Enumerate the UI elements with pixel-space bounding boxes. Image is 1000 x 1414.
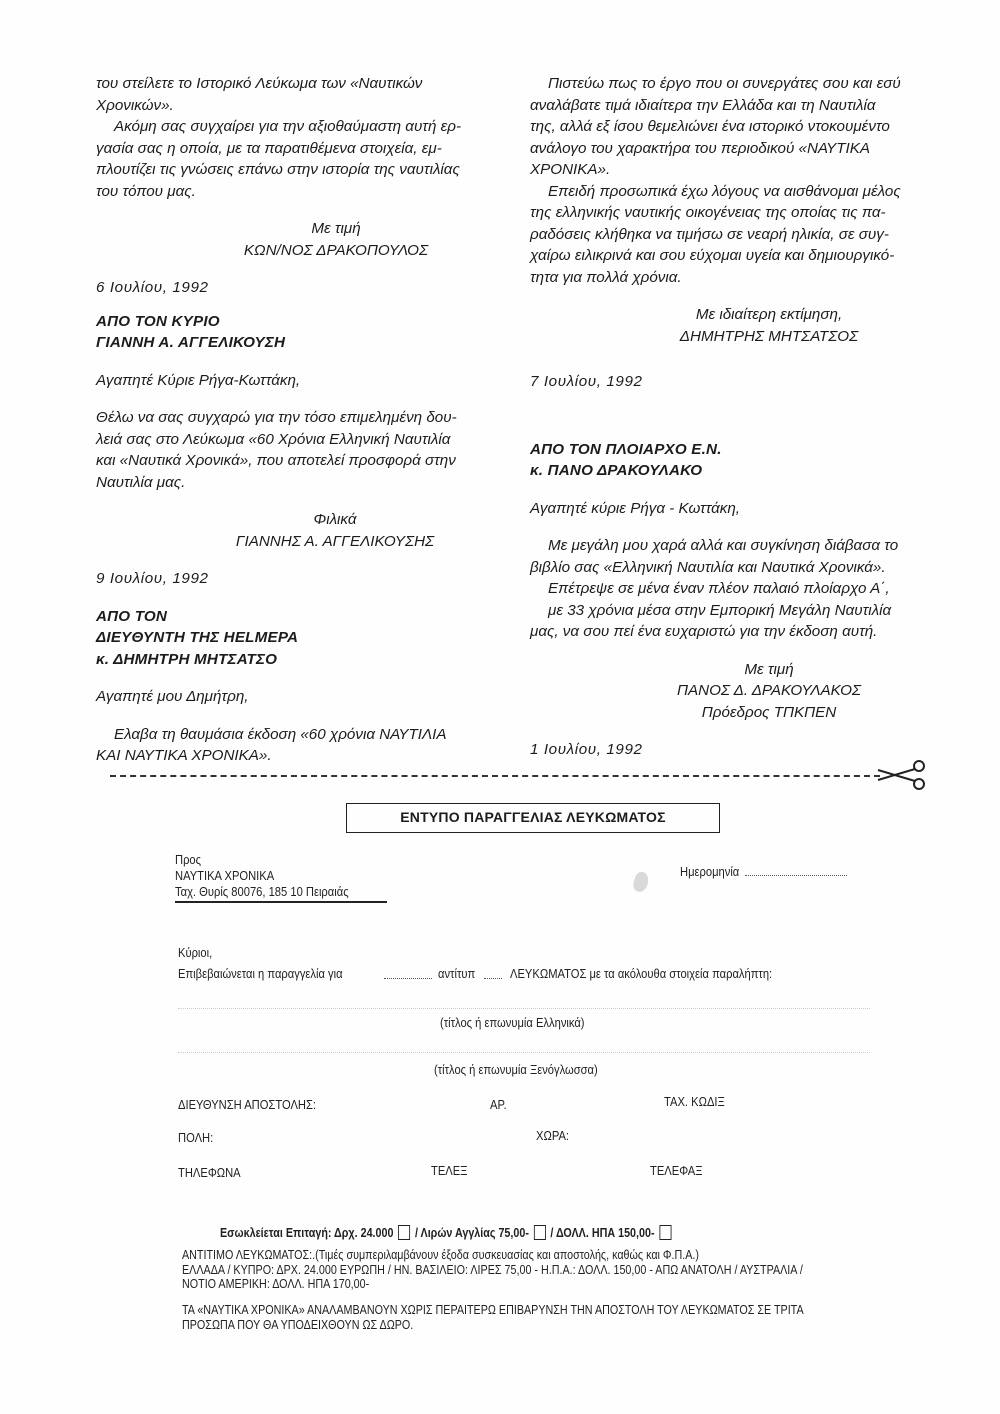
- confirm-text-2: αντίτυπ: [438, 966, 476, 981]
- price-line: ΝΟΤΙΟ ΑΜΕΡΙΚΗ: ΔΟΛΛ. ΗΠΑ 170,00-: [182, 1277, 370, 1291]
- letter-date: 1 Ιουλίου, 1992: [530, 741, 643, 758]
- date-label: Ημερομηνία: [680, 864, 740, 879]
- letter-heading: ΑΠΟ ΤΟΝ: [96, 607, 168, 625]
- letter-text: Επέτρεψε σε μένα έναν πλέον παλαιό πλοίαρχο Α΄,: [548, 580, 890, 597]
- telefax-field[interactable]: [650, 1163, 711, 1178]
- letter-text: του τόπου μας.: [96, 182, 196, 200]
- address-label: ΔΙΕΥΘΥΝΣΗ ΑΠΟΣΤΟΛΗΣ:: [178, 1097, 317, 1112]
- checkbox-drachma[interactable]: [398, 1225, 410, 1240]
- letter-heading: ΔΙΕΥΘΥΝΤΗ ΤΗΣ HELMEPA: [96, 629, 299, 646]
- ink-smudge: [631, 870, 651, 894]
- note-line: ΠΡΟΣΩΠΑ ΠΟΥ ΘΑ ΥΠΟΔΕΙΧΘΟΥΝ ΩΣ ΔΩΡΟ.: [182, 1318, 414, 1332]
- gift-note: [182, 1303, 905, 1333]
- letter-text: γασία σας η οποία, με τα παρατιθέμενα στοιχεία, εμ-: [96, 139, 442, 157]
- signature-title: Πρόεδρος ΤΠΚΠΕΝ: [701, 703, 837, 721]
- price-line: ΑΝΤΙΤΙΜΟ ΛΕΥΚΩΜΑΤΟΣ:.(Τιμές συμπεριλαμβάνουν έξοδα συσκευασίας και αποστολής, καθώς και Φ.Π.Α.): [182, 1248, 699, 1262]
- city-field[interactable]: [178, 1130, 219, 1145]
- country-label: ΧΩΡΑ:: [536, 1128, 570, 1143]
- signature-name: ΚΩΝ/ΝΟΣ ΔΡΑΚΟΠΟΥΛΟΣ: [243, 241, 429, 259]
- order-confirm-line[interactable]: [178, 966, 369, 981]
- letter-text: πλουτίζει τις γνώσεις επάνω στην ιστορία της ναυτιλίας: [96, 161, 460, 178]
- quantity-input-line[interactable]: [384, 968, 432, 979]
- cut-line: [110, 775, 880, 777]
- signature-name: ΠΑΝΟΣ Δ. ΔΡΑΚΟΥΛΑΚΟΣ: [676, 682, 862, 699]
- postcode-label: ΤΑΧ. ΚΩΔΙΞ: [664, 1094, 725, 1109]
- signature-greeting: Με ιδιαίτερη εκτίμηση,: [695, 306, 843, 323]
- date-input-line[interactable]: [745, 865, 847, 876]
- to-address: Ταχ. Θυρίς 80076, 185 10 Πειραιάς: [175, 884, 349, 899]
- signature-greeting: Με τιμή: [744, 660, 794, 678]
- letter-text: χαίρω ειλικρινά και σου εύχομαι υγεία και δημιουργικό-: [530, 247, 895, 264]
- phone-field[interactable]: [178, 1165, 251, 1180]
- checkbox-usd[interactable]: [659, 1225, 671, 1240]
- telex-field[interactable]: [431, 1163, 473, 1178]
- signature-name: ΓΙΑΝΝΗΣ Α. ΑΓΓΕΛΙΚΟΥΣΗΣ: [235, 532, 435, 550]
- letter-heading: ΑΠΟ ΤΟΝ ΚΥΡΙΟ: [96, 312, 220, 330]
- confirm-text-3-wrap: [510, 966, 815, 981]
- to-label: Προς: [175, 852, 202, 867]
- confirm-text-3: ΛΕΥΚΩΜΑΤΟΣ με τα ακόλουθα στοιχεία παραλήπτη:: [510, 966, 773, 981]
- title-greek-input-line[interactable]: [178, 1008, 870, 1009]
- order-form-title: ΕΝΤΥΠΟ ΠΑΡΑΓΓΕΛΙΑΣ ΛΕΥΚΩΜΑΤΟΣ: [346, 803, 720, 833]
- signature-name: ΔΗΜΗΤΡΗΣ ΜΗΤΣΑΤΣΟΣ: [679, 327, 859, 345]
- country-field[interactable]: [536, 1128, 574, 1143]
- right-column: [530, 73, 948, 761]
- letter-text: και «Ναυτικά Χρονικά», που αποτελεί προσφορά στην: [96, 452, 456, 469]
- signature-greeting: Με τιμή: [311, 220, 361, 237]
- title-foreign-input-line[interactable]: [178, 1052, 870, 1053]
- letter-text: αναλάβατε τιμά ιδιαίτερα την Ελλάδα και τη Ναυτιλία: [530, 96, 876, 114]
- letter-text: Ναυτιλία μας.: [96, 473, 186, 491]
- confirm-text-2-wrap: [438, 966, 481, 981]
- option-gbp-label: / Λιρών Αγγλίας 75,00-: [414, 1226, 529, 1240]
- letter-heading: κ. ΔΗΜΗΤΡΗ ΜΗΤΣΑΤΣΟ: [96, 650, 278, 668]
- letter-text: λειά σας στο Λεύκωμα «60 Χρόνια Ελληνική Ναυτιλία: [96, 430, 451, 448]
- letter-heading: κ. ΠΑΝΟ ΔΡΑΚΟΥΛΑΚΟ: [530, 462, 703, 479]
- letter-salutation: Αγαπητέ μου Δημήτρη,: [96, 688, 249, 705]
- number-label: ΑΡ.: [490, 1097, 507, 1112]
- payment-options: [220, 1225, 747, 1240]
- letter-date: 7 Ιουλίου, 1992: [530, 373, 643, 390]
- price-line: ΕΛΛΑΔΑ / ΚΥΠΡΟ: ΔΡΧ. 24.000 ΕΥΡΩΠΗ / ΗΝ. ΒΑΣΙΛΕΙΟ: ΛΙΡΕΣ 75,00 - Η.Π.Α.: ΔΟΛΛ. 150,00 - ΑΠΩ ΑΝΑΤΟΛΗ / ΑΥΣΤΡΑΛΙΑ /: [182, 1262, 803, 1277]
- number-field[interactable]: [490, 1097, 509, 1112]
- to-name: ΝΑΥΤΙΚΑ ΧΡΟΝΙΚΑ: [175, 868, 275, 883]
- postcode-field[interactable]: [664, 1094, 735, 1109]
- letter-date: 9 Ιουλίου, 1992: [96, 570, 209, 587]
- letter-text: Επειδή προσωπικά έχω λόγους να αισθάνομαι μέλος: [548, 182, 901, 200]
- letter-text: ΚΑΙ ΝΑΥΤΙΚΑ ΧΡΟΝΙΚΑ».: [96, 747, 272, 764]
- letter-heading: ΑΠΟ ΤΟΝ ΠΛΟΙΑΡΧΟ Ε.Ν.: [530, 440, 722, 458]
- telex-label: ΤΕΛΕΞ: [431, 1163, 468, 1178]
- letter-salutation: Αγαπητέ κύριε Ρήγα - Κωττάκη,: [530, 499, 741, 517]
- letter-text: της ελληνικής ναυτικής οικογένειας της οποίας τις πα-: [530, 204, 886, 221]
- form-greeting: Κύριοι,: [178, 945, 213, 960]
- letter-text: Θέλω να σας συγχαρώ για την τόσο επιμελημένη δου-: [96, 409, 457, 426]
- letter-text: τητα για πολλά χρόνια.: [530, 268, 682, 286]
- note-line: ΤΑ «ΝΑΥΤΙΚΑ ΧΡΟΝΙΚΑ» ΑΝΑΛΑΜΒΑΝΟΥΝ ΧΩΡΙΣ ΠΕΡΑΙΤΕΡΩ ΕΠΙΒΑΡΥΝΣΗ ΤΗΝ ΑΠΟΣΤΟΛΗ ΤΟΥ ΛΕΥΚΩΜΑΤΟΣ ΣΕ ΤΡΙΤΑ: [182, 1303, 804, 1317]
- letter-text: της, αλλά εξ ίσου θεμελιώνει ένα ιστορικό ντοκουμέντο: [530, 118, 890, 135]
- title-greek-label: (τίτλος ή επωνυμία Ελληνικά): [440, 1015, 585, 1030]
- letter-salutation: Αγαπητέ Κύριε Ρήγα-Κωττάκη,: [96, 371, 301, 389]
- letter-text: Ελαβα τη θαυμάσια έκδοση «60 χρόνια ΝΑΥΤΙΛΙΑ: [114, 725, 447, 743]
- letter-heading: ΓΙΑΝΝΗ Α. ΑΓΓΕΛΙΚΟΥΣΗ: [96, 334, 286, 351]
- letter-text: ΧΡΟΝΙΚΑ».: [530, 161, 611, 178]
- letter-date: 6 Ιουλίου, 1992: [96, 279, 209, 296]
- letter-text: μας, να σου πεί ένα ευχαριστώ για την έκδοση αυτή.: [530, 623, 878, 640]
- recipient-address: [175, 852, 387, 903]
- address-field[interactable]: [178, 1097, 339, 1112]
- option-usd-label: / ΔΟΛΛ. ΗΠΑ 150,00-: [550, 1226, 655, 1240]
- letter-text: Ακόμη σας συγχαίρει για την αξιοθαύμαστη αυτή ερ-: [114, 118, 462, 135]
- scissors-icon: [872, 758, 930, 792]
- date-field[interactable]: [680, 864, 847, 879]
- phone-label: ΤΗΛΕΦΩΝΑ: [178, 1165, 241, 1180]
- letter-text: ανάλογο του χαρακτήρα του περιοδικού «ΝΑΥΤΙΚΑ: [530, 139, 870, 157]
- signature-greeting: Φιλικά: [313, 511, 357, 528]
- checkbox-gbp[interactable]: [534, 1225, 546, 1240]
- left-column: [96, 73, 514, 767]
- plural-suffix-line[interactable]: [484, 968, 502, 979]
- letter-text: με 33 χρόνια μέσα στην Εμπορική Μεγάλη Ναυτιλία: [548, 601, 892, 619]
- letter-text: Πιστεύω πως το έργο που οι συνεργάτες σου και εσύ: [548, 75, 901, 92]
- letter-text: του στείλετε το Ιστορικό Λεύκωμα των «Ναυτικών: [96, 75, 423, 92]
- letter-text: ραδόσεις κλήθηκα να τιμήσω σε νεαρή ηλικία, σε συγ-: [530, 225, 889, 243]
- title-foreign-label: (τίτλος ή επωνυμία Ξενόγλωσσα): [434, 1062, 598, 1077]
- letter-text: Με μεγάλη μου χαρά αλλά και συγκίνηση διάβασα το: [548, 537, 899, 554]
- telefax-label: ΤΕΛΕΦΑΞ: [650, 1163, 703, 1178]
- confirm-text-1: Επιβεβαιώνεται η παραγγελία για: [178, 966, 343, 981]
- letter-text: Χρονικών».: [96, 96, 174, 114]
- enclosed-label: Εσωκλείεται Επιταγή: Δρχ. 24.000: [220, 1226, 394, 1240]
- letter-text: βιβλίο σας «Ελληνική Ναυτιλία και Ναυτικά Χρονικά».: [530, 558, 886, 576]
- price-info: [182, 1248, 904, 1292]
- city-label: ΠΟΛΗ:: [178, 1130, 214, 1145]
